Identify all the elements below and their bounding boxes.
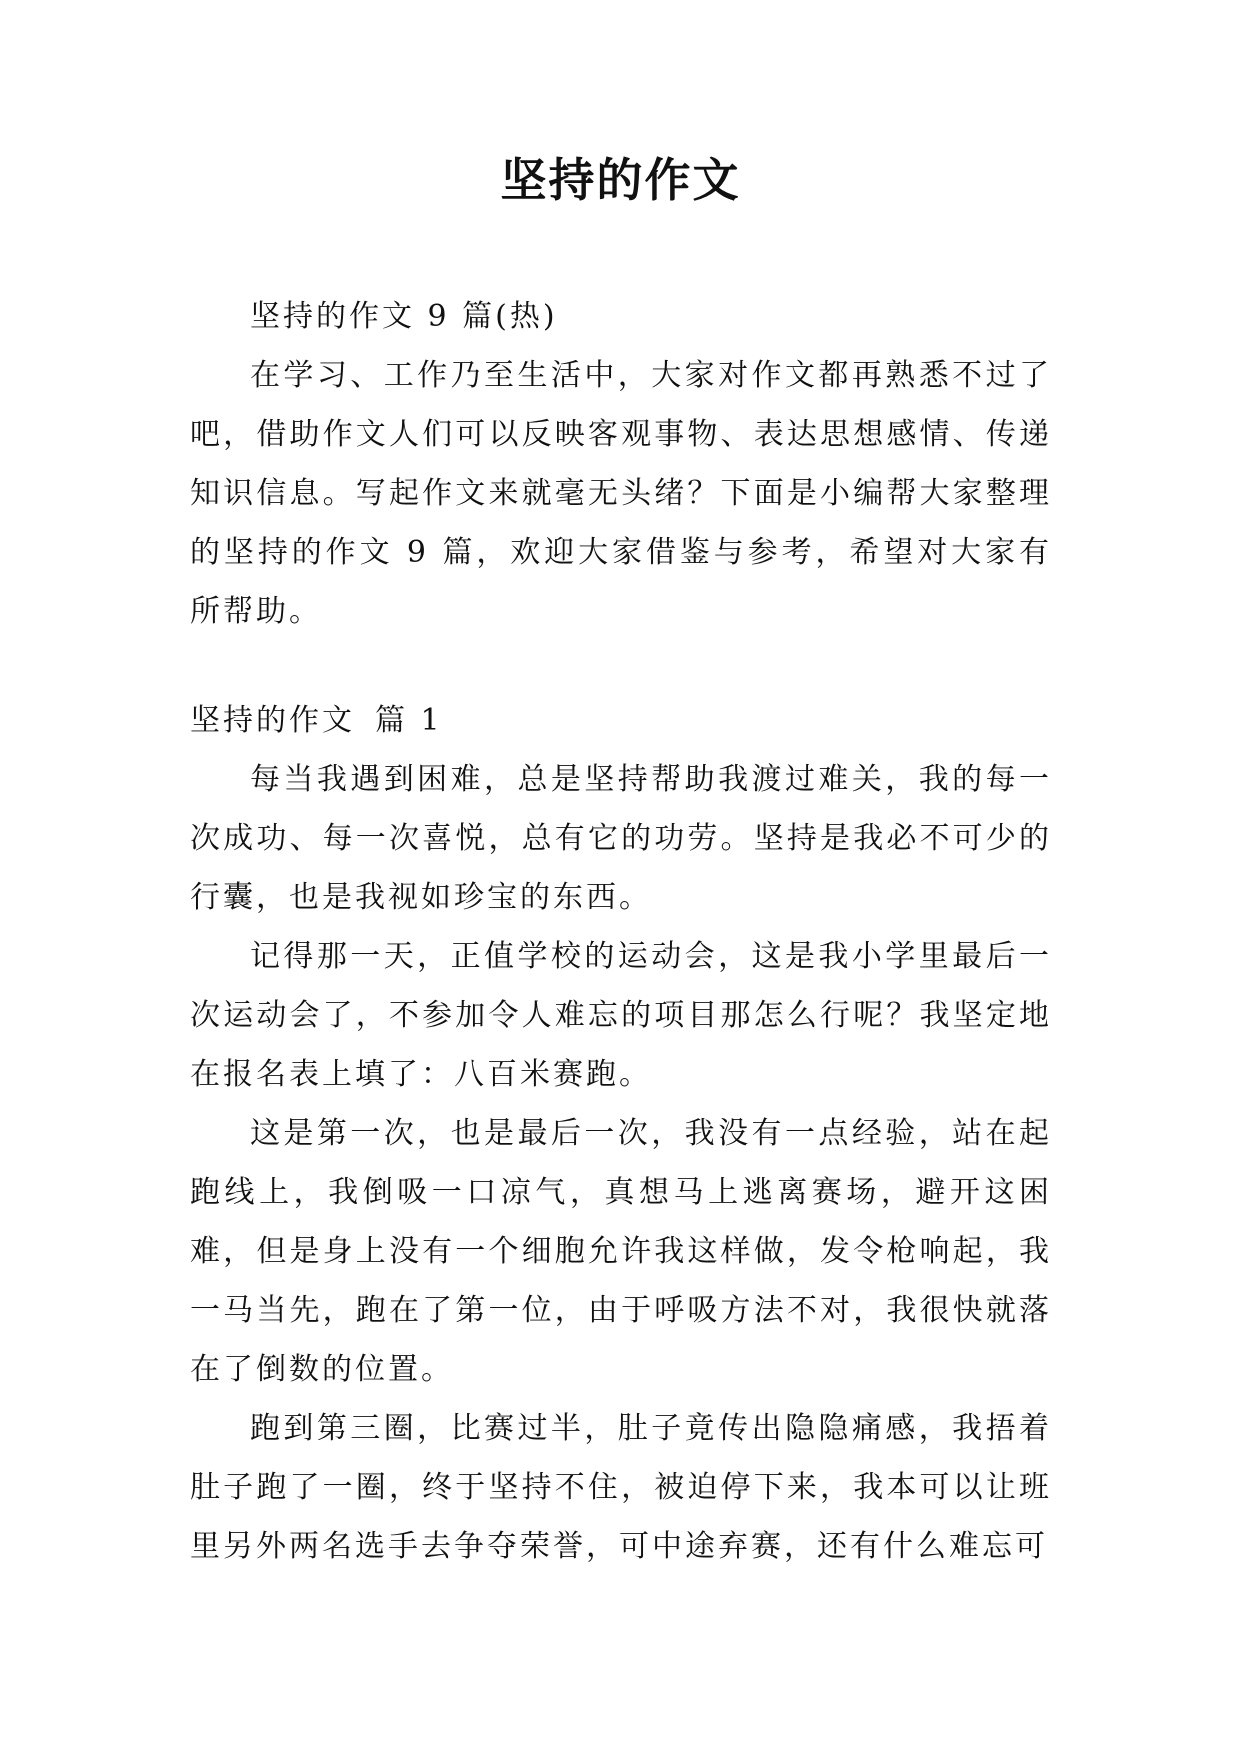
intro-paragraph: 在学习、工作乃至生活中，大家对作文都再熟悉不过了吧，借助作文人们可以反映客观事物、表达思想感情、传递知识信息。写起作文来就毫无头绪？下面是小编帮大家整理的坚持的作文 9 篇，欢迎大家借鉴与参考，希望对大家有所帮助。	[190, 358, 1052, 629]
body-paragraph: 这是第一次，也是最后一次，我没有一点经验，站在起跑线上，我倒吸一口凉气，真想马上逃离赛场，避开这困难，但是身上没有一个细胞允许我这样做，发令枪响起，我一马当先，跑在了第一位，由于呼吸方法不对，我很快就落在了倒数的位置。	[190, 1116, 1052, 1387]
document-title: 坚持的作文	[500, 153, 741, 207]
section-heading-text: 坚持的作文	[190, 703, 355, 738]
document-subtitle: 坚持的作文 9 篇(热)	[250, 299, 558, 334]
body-paragraph: 跑到第三圈，比赛过半，肚子竟传出隐隐痛感，我捂着肚子跑了一圈，终于坚持不住，被迫停下来，我本可以让班里另外两名选手去争夺荣誉，可中途弃赛，还有什么难忘可	[190, 1411, 1052, 1564]
body-paragraph: 记得那一天，正值学校的运动会，这是我小学里最后一次运动会了，不参加令人难忘的项目那怎么行呢？我坚定地在报名表上填了：八百米赛跑。	[190, 939, 1052, 1092]
section-heading	[190, 691, 1052, 750]
section-number: 篇 1	[375, 703, 443, 738]
body-paragraph: 每当我遇到困难，总是坚持帮助我渡过难关，我的每一次成功、每一次喜悦，总有它的功劳。坚持是我必不可少的行囊，也是我视如珍宝的东西。	[190, 762, 1052, 915]
document-body	[190, 287, 1052, 1576]
